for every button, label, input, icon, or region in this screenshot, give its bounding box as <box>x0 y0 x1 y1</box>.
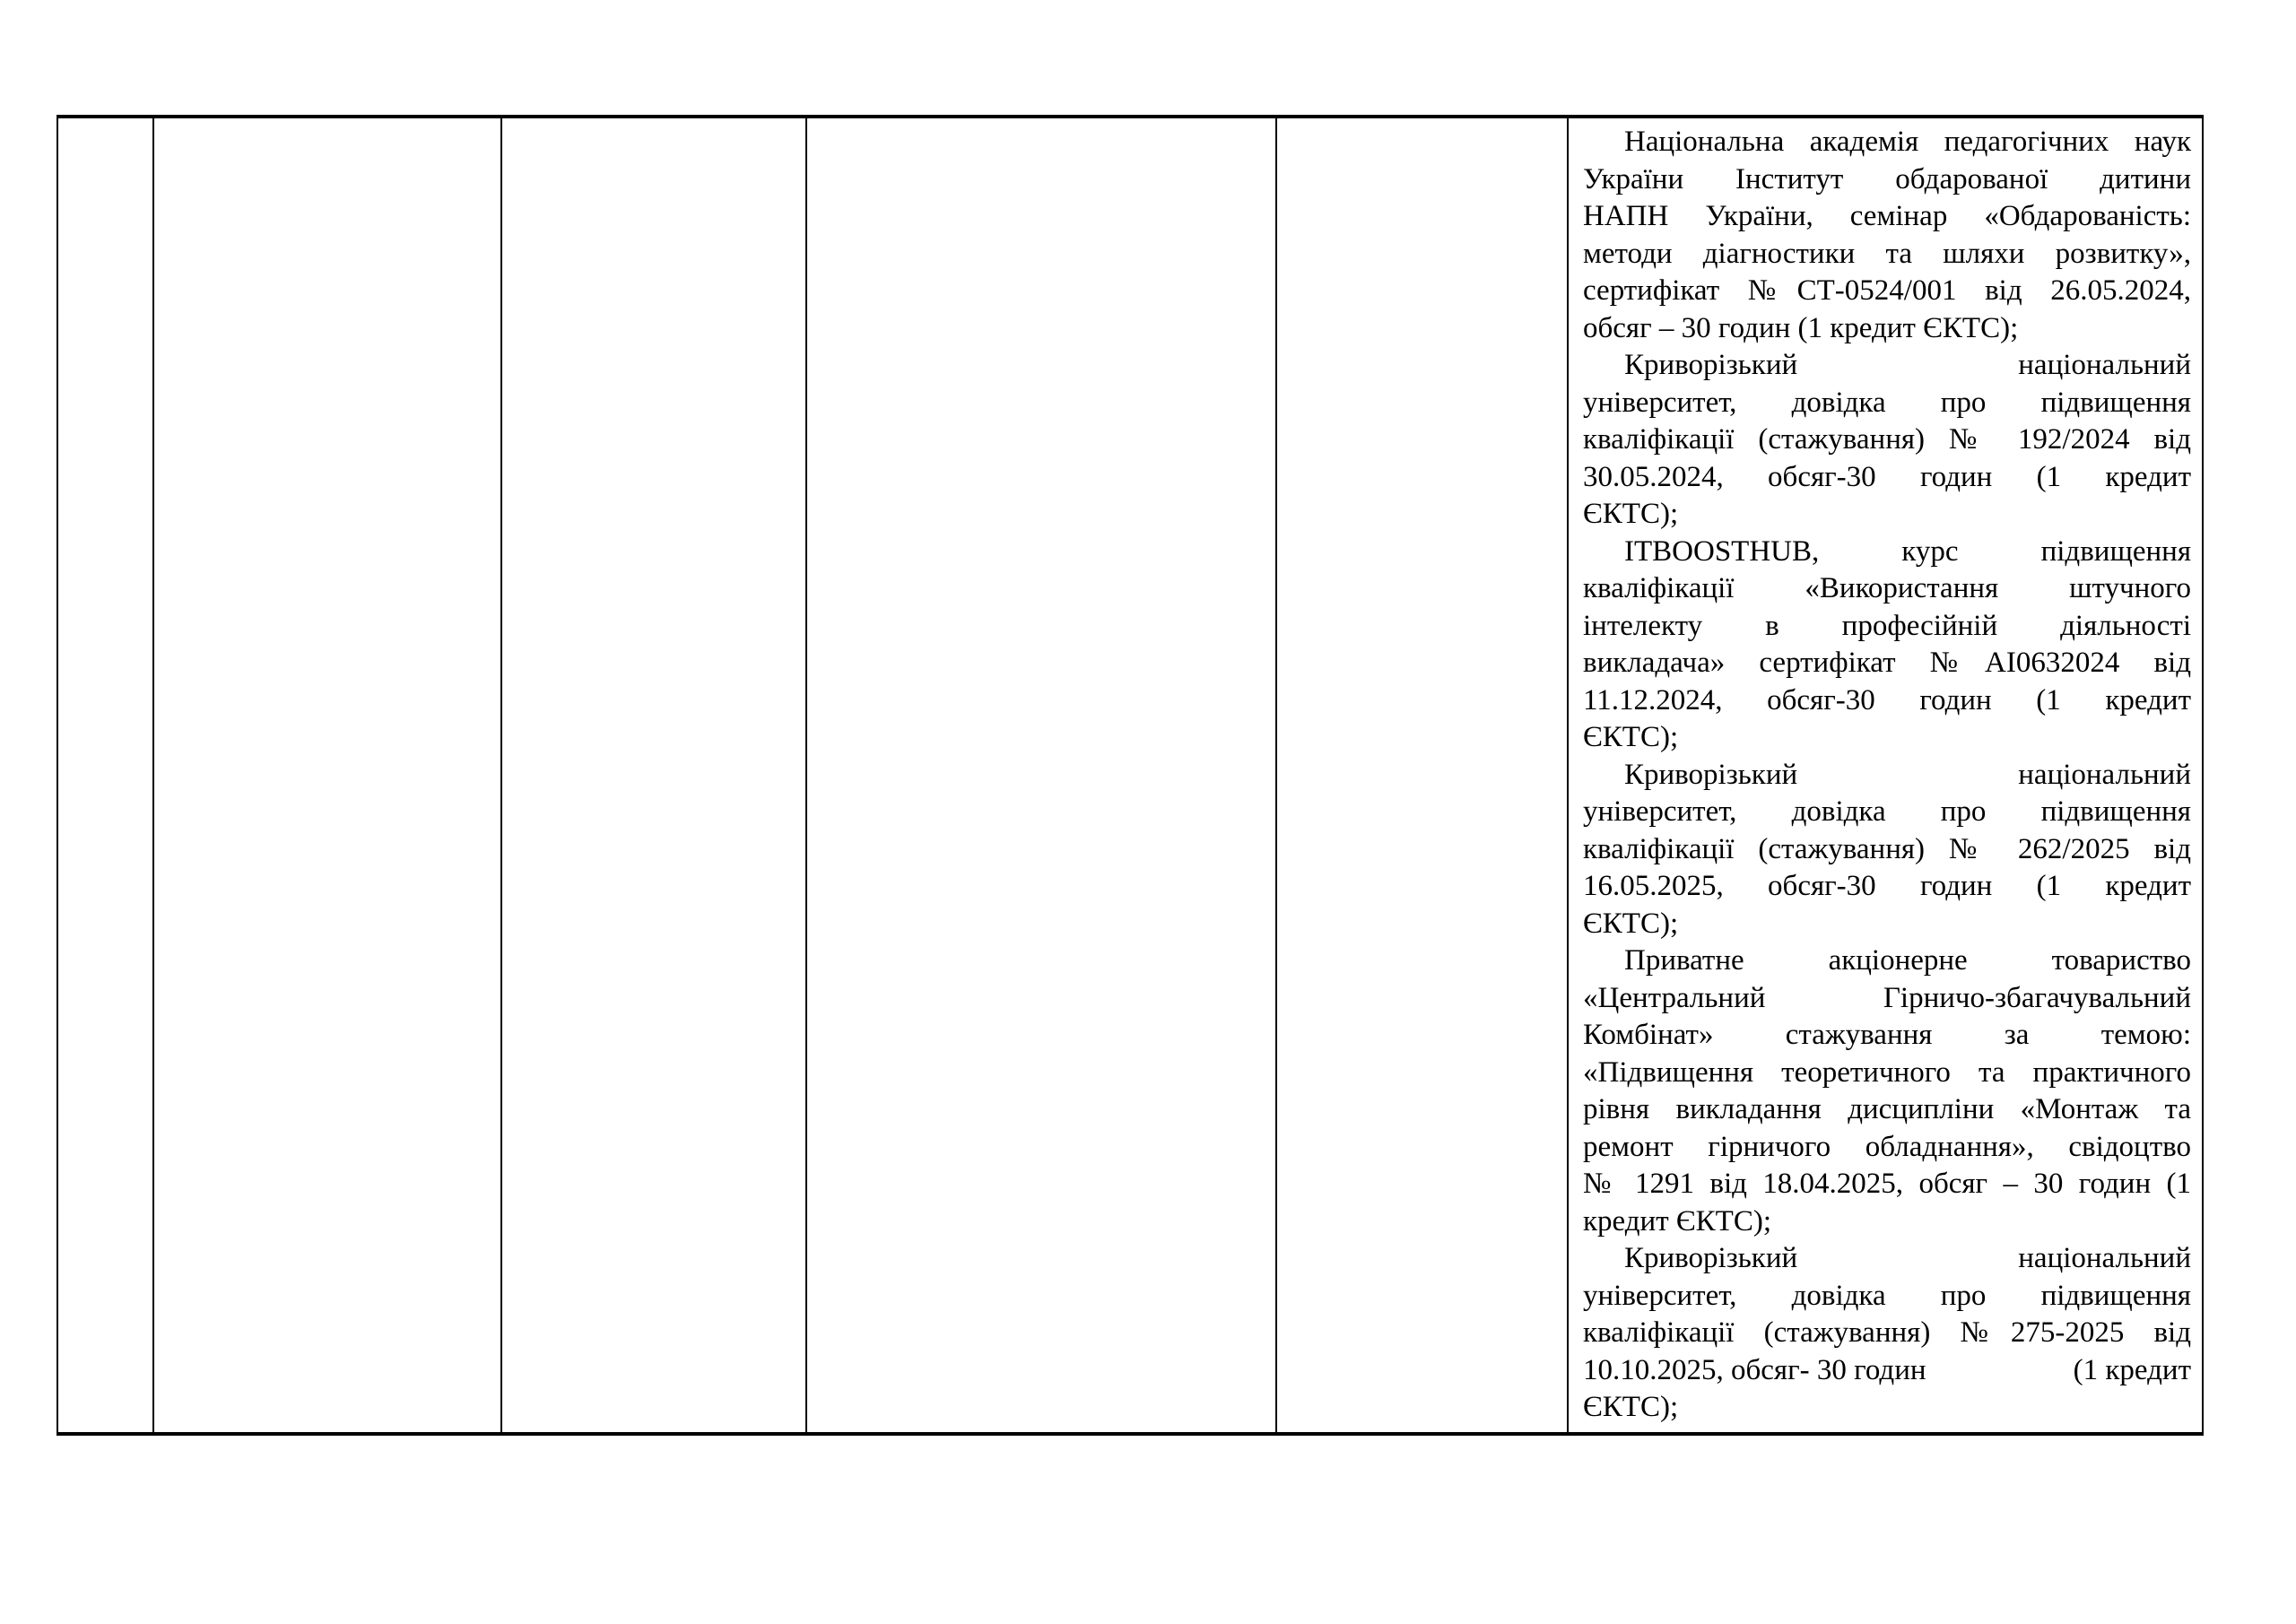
table-cell-5 <box>1277 118 1569 1432</box>
text-line <box>1583 1352 2191 1390</box>
table-cell-2 <box>154 118 502 1432</box>
text-line: обсяг – 30 годин (1 кредит ЄКТС); <box>1583 311 2019 344</box>
text-line: НАПН України, семінар «Обдарованість: <box>1583 200 2191 232</box>
text-line: інтелекту в професійній діяльності <box>1583 609 2191 642</box>
text-line: ЄКТС); <box>1583 498 1679 530</box>
text-segment: 10.10.2025, обсяг- 30 годин <box>1583 1353 1926 1386</box>
text-line: «Центральний Гірничо-збагачувальний <box>1583 981 2191 1014</box>
text-line: ЄКТС); <box>1583 907 1679 940</box>
qualification-table <box>57 115 2204 1436</box>
text-line: методи діагностики та шляхи розвитку», <box>1583 237 2191 270</box>
text-line: кваліфікації (стажування) № 262/2025 від <box>1583 832 2191 865</box>
text-line: викладача» сертифікат №АІ0632024 від <box>1583 647 2191 679</box>
text-line: ЄКТС); <box>1583 721 1679 753</box>
text-line: Приватне акціонерне товариство <box>1624 944 2191 977</box>
text-line: кваліфікації «Використання штучного <box>1583 572 2191 604</box>
text-line: 16.05.2025, обсяг-30 годин (1 кредит <box>1583 870 2191 902</box>
text-line: 11.12.2024, обсяг-30 годин (1 кредит <box>1583 683 2191 716</box>
text-line: сертифікат №СТ-0524/001 від 26.05.2024, <box>1583 274 2191 307</box>
text-line: Криворізький національний <box>1624 758 2191 791</box>
table-cell-1 <box>58 118 154 1432</box>
text-line: «Підвищення теоретичного та практичного <box>1583 1055 2191 1089</box>
text-line: університет, довідка про підвищення <box>1583 795 2191 828</box>
text-line: університет, довідка про підвищення <box>1583 1279 2191 1312</box>
text-line: 30.05.2024, обсяг-30 годин (1 кредит <box>1583 460 2191 493</box>
table-cell-3 <box>502 118 807 1432</box>
text-line: кваліфікації (стажування) № 192/2024 від <box>1583 423 2191 456</box>
table-cell-qualification <box>1569 118 2202 1432</box>
text-line: України Інститут обдарованої дитини <box>1583 162 2191 195</box>
table-cell-4 <box>807 118 1277 1432</box>
text-line: Національна академія педагогічних наук <box>1624 126 2191 158</box>
text-line: ремонт гірничого обладнання», свідоцтво <box>1583 1130 2191 1163</box>
text-segment: (1 кредит <box>2073 1353 2191 1386</box>
text-line: Криворізький національний <box>1624 349 2191 381</box>
text-line: № 1291 від 18.04.2025, обсяг – 30 годин (1 <box>1583 1168 2191 1200</box>
text-line: кредит ЄКТС); <box>1583 1204 1771 1238</box>
text-line: ЄКТС); <box>1583 1391 1679 1423</box>
text-line: Криворізький національний <box>1624 1242 2191 1274</box>
text-line: ITBOOSTHUB, курс підвищення <box>1624 534 2191 568</box>
text-line: рівня викладання дисципліни «Монтаж та <box>1583 1093 2191 1125</box>
text-line: університет, довідка про підвищення <box>1583 386 2191 419</box>
text-line: кваліфікації (стажування) №275-2025 від <box>1583 1316 2191 1349</box>
text-line: Комбінат» стажування за темою: <box>1583 1019 2191 1051</box>
